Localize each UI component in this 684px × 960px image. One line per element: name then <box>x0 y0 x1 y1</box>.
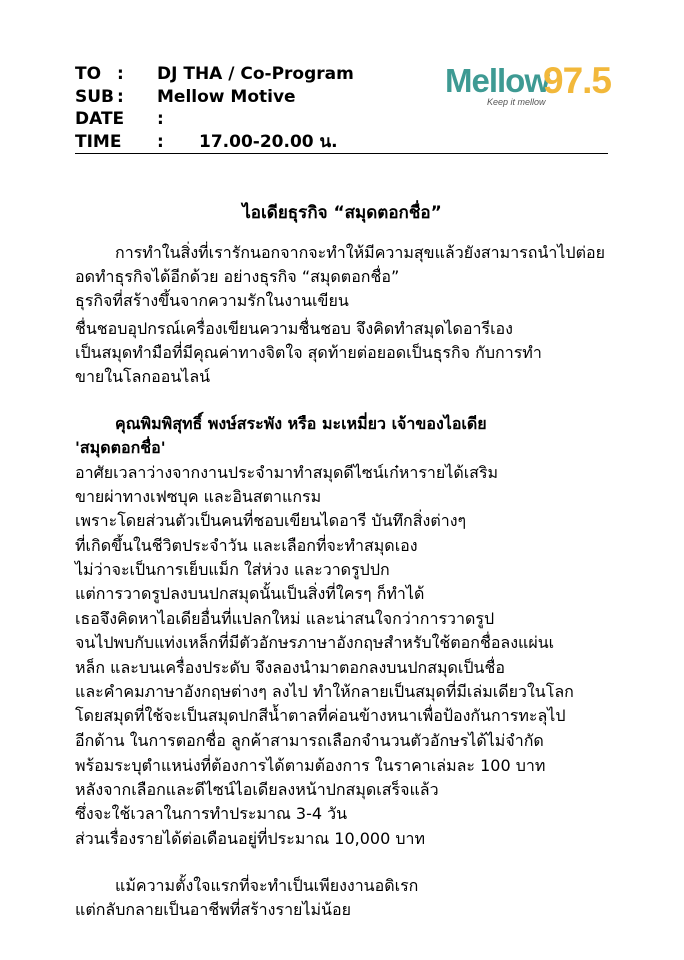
paragraph3-line: แต่กลับกลายเป็นอาชีพที่สร้างรายไม่น้อย <box>75 900 351 919</box>
paragraph2-line: หล็ก และบนเครื่องประดับ จึงลองนำมาตอกลงบนปกสมุดเป็นชื่อ <box>75 658 505 677</box>
to-value: DJ THA / Co-Program <box>157 64 354 84</box>
paragraph2-line: แต่การวาดรูปลงบนปกสมุดนั้นเป็นสิ่งที่ใครๆ ก็ทำได้ <box>75 584 425 603</box>
paragraph1-line: ชื่นชอบอุปกรณ์เครื่องเขียนความชื่นชอบ จึงคิดทำสมุดไดอารีเอง <box>75 319 513 338</box>
paragraph1-line: อดทำธุรกิจได้อีกด้วย อย่างธุรกิจ “สมุดตอกชื่อ” <box>75 267 400 286</box>
logo-tagline: Keep it mellow <box>487 97 546 107</box>
paragraph1-line: ขายในโลกออนไลน์ <box>75 367 211 386</box>
owner-heading-line: คุณพิมพิสุทธิ์ พงษ์สระพัง หรือ มะเหมี่ยว เจ้าของไอเดีย <box>115 414 487 433</box>
paragraph1-line: เป็นสมุดทำมือที่มีคุณค่าทางจิตใจ สุดท้ายต่อยอดเป็นธุรกิจ กับการทำ <box>75 343 542 362</box>
paragraph1-line: การทำในสิ่งที่เรารักนอกจากจะทำให้มีความสุขแล้วยังสามารถนำไปต่อย <box>115 243 605 262</box>
paragraph2-line: จนไปพบกับแท่งเหล็กที่มีตัวอักษรภาษาอังกฤษสำหรับใช้ตอกชื่อลงแผ่นเ <box>75 633 555 652</box>
time-label: TIME <box>75 132 122 152</box>
paragraph3-line: แม้ความตั้งใจแรกที่จะทำเป็นเพียงงานอดิเรก <box>115 876 419 895</box>
paragraph2-line: ส่วนเรื่องรายได้ต่อเดือนอยู่ที่ประมาณ 10,000 บาท <box>75 829 426 848</box>
paragraph2-line: โดยสมุดที่ใช้จะเป็นสมุดปกสีน้ำตาลที่ค่อนข้างหนาเพื่อป้องกันการทะลุไป <box>75 706 566 725</box>
paragraph2-line: หลังจากเลือกและดีไซน์ไอเดียลงหน้าปกสมุดเสร็จแล้ว <box>75 780 439 799</box>
paragraph2-line: ซึ่งจะใช้เวลาในการทำประมาณ 3-4 วัน <box>75 804 348 823</box>
time-colon: : <box>157 132 164 152</box>
time-value: 17.00-20.00 น. <box>199 132 338 152</box>
sub-value: Mellow Motive <box>157 87 296 107</box>
mellow-logo <box>445 58 615 110</box>
to-colon: : <box>117 64 124 84</box>
header-divider <box>75 153 608 154</box>
paragraph2-line: ขายผ่าทางเฟซบุค และอินสตาแกรม <box>75 487 322 506</box>
paragraph2-line: เพราะโดยส่วนตัวเป็นคนที่ชอบเขียนไดอารี บันทึกสิ่งต่างๆ <box>75 511 467 530</box>
paragraph2-line: อาศัยเวลาว่างจากงานประจำมาทำสมุดดีไซน์เก๋หารายได้เสริม <box>75 463 499 482</box>
date-colon: : <box>157 109 164 129</box>
paragraph1-line: ธุรกิจที่สร้างขึ้นจากความรักในงานเขียน <box>75 291 349 310</box>
paragraph2-line: เธอจึงคิดหาไอเดียอื่นที่แปลกใหม่ และน่าสนใจกว่าการวาดรูป <box>75 609 495 628</box>
logo-brand: Mellow <box>445 62 550 99</box>
sub-label: SUB <box>75 87 115 107</box>
paragraph2-line: พร้อมระบุตำแหน่งที่ต้องการได้ตามต้องการ ในราคาเล่มละ 100 บาท <box>75 756 546 775</box>
to-label: TO <box>75 64 102 84</box>
document-title: ไอเดียธุรกิจ “สมุดตอกชื่อ” <box>242 203 442 223</box>
paragraph2-line: อีกด้าน ในการตอกชื่อ ลูกค้าสามารถเลือกจำนวนตัวอักษรได้ไม่จำกัด <box>75 731 544 750</box>
paragraph2-line: และคำคมภาษาอังกฤษต่างๆ ลงไป ทำให้กลายเป็นสมุดที่มีเล่มเดียวในโลก <box>75 682 574 701</box>
sub-colon: : <box>117 87 124 107</box>
paragraph2-line: ไม่ว่าจะเป็นการเย็บแม็ก ใส่ห่วง และวาดรูปปก <box>75 560 390 579</box>
owner-heading-line: 'สมุดตอกชื่อ' <box>75 438 166 457</box>
paragraph2-line: ที่เกิดขึ้นในชีวิตประจำวัน และเลือกที่จะทำสมุดเอง <box>75 536 418 555</box>
logo-number: 97.5 <box>543 60 612 101</box>
date-label: DATE <box>75 109 125 129</box>
